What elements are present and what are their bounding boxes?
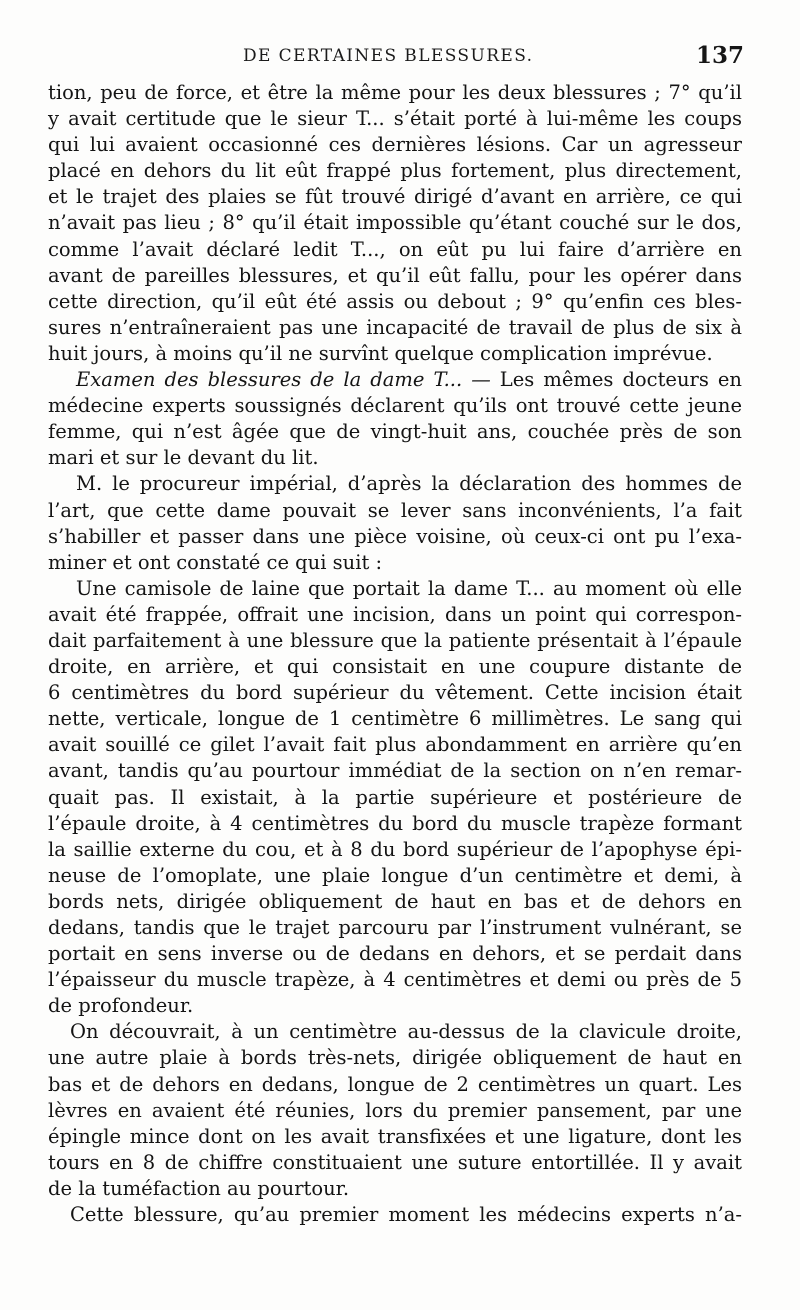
text-line: huit jours, à moins qu’il ne survînt quelque complication imprévue. bbox=[48, 341, 713, 365]
text-line: On découvrait, à un centimètre au-dessus de la clavicule droite, bbox=[70, 1020, 742, 1044]
text-line: bords nets, dirigée obliquement de haut en bas et de dehors en bbox=[48, 889, 742, 913]
text-line: cette direction, qu’il eût été assis ou debout ; 9° qu’enfin ces bles- bbox=[48, 289, 742, 313]
text-line: Cette blessure, qu’au premier moment les médecins experts n’a- bbox=[70, 1203, 742, 1227]
text-line: miner et ont constaté ce qui suit : bbox=[48, 550, 383, 574]
text-line: y avait certitude que le sieur T... s’était porté à lui-même les coups bbox=[48, 107, 742, 131]
text-line: sures n’entraîneraient pas une incapacité de travail de plus de six à bbox=[48, 315, 742, 339]
text-line: femme, qui n’est âgée que de vingt-huit ans, couchée près de son bbox=[48, 420, 742, 444]
section-heading-line: Examen des blessures de la dame T... — Les mêmes docteurs en bbox=[76, 368, 742, 392]
text-line: tion, peu de force, et être la même pour les deux blessures ; 7° qu’il bbox=[48, 81, 742, 104]
text-line: lèvres en avaient été réunies, lors du premier pansement, par une bbox=[48, 1098, 742, 1122]
text-line: l’épaule droite, à 4 centimètres du bord du muscle trapèze formant bbox=[48, 811, 742, 835]
text-line: avait été frappée, offrait une incision, dans un point qui correspon- bbox=[48, 602, 742, 626]
text-line: avait souillé ce gilet l’avait fait plus abondamment en arrière qu’en bbox=[48, 733, 742, 757]
text-line: n’avait pas lieu ; 8° qu’il était impossible qu’étant couché sur le dos, bbox=[48, 211, 742, 235]
text-line: et le trajet des plaies se fût trouvé dirigé d’avant en arrière, ce qui bbox=[48, 185, 742, 209]
text-line: de profondeur. bbox=[48, 994, 194, 1018]
text-line: tours en 8 de chiffre constituaient une suture entortillée. Il y avait bbox=[48, 1150, 742, 1174]
text-line: bas et de dehors en dedans, longue de 2 centimètres un quart. Les bbox=[48, 1072, 742, 1096]
text-line: M. le procureur impérial, d’après la déclaration des hommes de bbox=[76, 472, 742, 496]
running-title: DE CERTAINES BLESSURES. bbox=[243, 46, 534, 66]
text-line: l’épaisseur du muscle trapèze, à 4 centimètres et demi ou près de 5 bbox=[48, 968, 742, 992]
text-line: comme l’avait déclaré ledit T..., on eût pu lui faire d’arrière en bbox=[48, 237, 742, 261]
text-line: la saillie externe du cou, et à 8 du bord supérieur de l’apophyse épi- bbox=[48, 837, 742, 861]
text-line: placé en dehors du lit eût frappé plus fortement, plus directement, bbox=[48, 159, 742, 183]
text-line: avant, tandis qu’au pourtour immédiat de la section on n’en remar- bbox=[48, 759, 742, 783]
page-number: 137 bbox=[695, 42, 744, 69]
text-line: Une camisole de laine que portait la dame T... au moment où elle bbox=[76, 576, 742, 600]
text-line: portait en sens inverse ou de dedans en dehors, et se perdait dans bbox=[48, 942, 742, 966]
text-line: dedans, tandis que le trajet parcouru par l’instrument vulnérant, se bbox=[48, 916, 742, 939]
text-line: neuse de l’omoplate, une plaie longue d’un centimètre et demi, à bbox=[48, 863, 742, 887]
text-line: de la tuméfaction au pourtour. bbox=[48, 1176, 350, 1200]
text-line: une autre plaie à bords très-nets, dirigée obliquement de haut en bbox=[48, 1046, 742, 1070]
section-heading: Examen des blessures de la dame T... — bbox=[76, 368, 491, 392]
body-text bbox=[48, 80, 742, 1228]
text-line: qui lui avaient occasionné ces dernières lésions. Car un agresseur bbox=[48, 133, 742, 157]
text-line: l’art, que cette dame pouvait se lever sans inconvénients, l’a fait bbox=[48, 498, 742, 522]
text-line: 6 centimètres du bord supérieur du vêtement. Cette incision était bbox=[48, 681, 742, 705]
text-line: dait parfaitement à une blessure que la patiente présentait à l’épaule bbox=[48, 628, 742, 652]
text-line: quait pas. Il existait, à la partie supérieure et postérieure de bbox=[48, 785, 742, 809]
text-line: avant de pareilles blessures, et qu’il eût fallu, pour les opérer dans bbox=[48, 263, 742, 287]
text-line: épingle mince dont on les avait transfixées et une ligature, dont les bbox=[48, 1124, 742, 1148]
text-line: droite, en arrière, et qui consistait en une coupure distante de bbox=[48, 655, 742, 679]
text-line: s’habiller et passer dans une pièce voisine, où ceux-ci ont pu l’exa- bbox=[48, 524, 742, 548]
text-line: nette, verticale, longue de 1 centimètre 6 millimètres. Le sang qui bbox=[48, 707, 742, 731]
page-header bbox=[48, 44, 748, 74]
text-line: médecine experts soussignés déclarent qu’ils ont trouvé cette jeune bbox=[48, 394, 742, 418]
text-line: mari et sur le devant du lit. bbox=[48, 446, 319, 470]
